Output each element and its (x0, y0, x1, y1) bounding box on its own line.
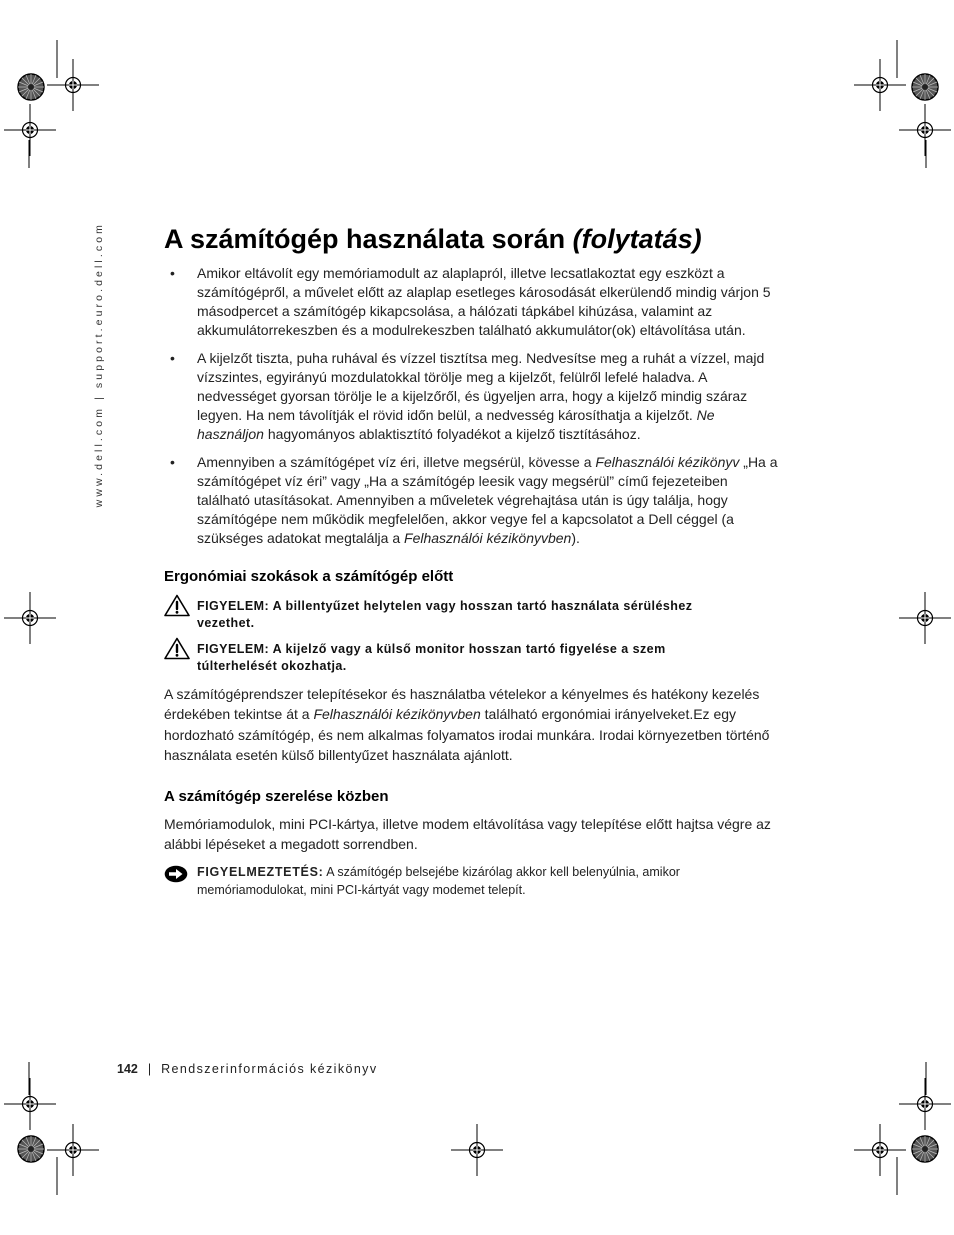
list-item (170, 453, 780, 548)
bullet-emphasis: Ne használjon (197, 407, 715, 442)
caution-text: A számítógép belsejébe kizárólag akkor kell belenyúlnia, amikor memóriamodulokat, mini PCI-kártyát vagy modemet telepít. (197, 865, 680, 897)
assembly-paragraph: Memóriamodulok, mini PCI-kártya, illetve modem eltávolítása vagy telepítése előtt hajtsa végre az alábbi lépéseket a megadott sorrendben. (164, 816, 771, 853)
warning-text-cont: túlterhelését okozhatja. (197, 659, 347, 673)
bullet-text: hagyományos ablaktisztító folyadékot a kijelző tisztításához. (267, 426, 641, 442)
bullet-text: „Ha a számítógépet víz éri” vagy „Ha a számítógép leesik vagy megsérül” című fejezeteiben található utasításokat. Amennyiben a műveletek végrehajtása után is úgy találja, hogy számítógépe nem működik megfelelően, akkor vegye fel a kapcsolatot a Dell céggel (a szükséges adatokat megtalálja a (197, 454, 778, 546)
page-footer (117, 1062, 377, 1076)
bullet-list (170, 264, 780, 557)
list-item (170, 264, 780, 340)
caution-label: FIGYELMEZTETÉS: (197, 865, 324, 879)
bullet-text: Amennyiben a számítógépet víz éri, illetve megsérül, kövesse a (197, 454, 592, 470)
section-heading-assembly: A számítógép szerelése közben (164, 788, 389, 805)
bullet-dot: • (170, 350, 175, 366)
warning-icon (164, 594, 190, 617)
list-item (170, 349, 780, 444)
warning-display (164, 641, 784, 675)
bullet-text: Amikor eltávolít egy memóriamodult az alaplapról, illetve lecsatlakoztat egy eszközt a számítógépről, a művelet előtt az alaplap esetleges károsodását elkerülendő mindig várjon 5 másodpercet a számítógép kikapcsolása, a hálózati tápkábel kihúzása, valamint az akkumulátorrekeszben és a modulrekeszben található akkumulátor(ok) eltávolítása után. (197, 265, 771, 338)
paragraph-text: A számítógéprendszer telepítésekor és használatba vételekor a kényelmes és hatékony kezelés érdekében tekintse át a (164, 686, 760, 723)
bullet-dot: • (170, 454, 175, 470)
bullet-text: A kijelzőt tiszta, puha ruhával és vízzel tisztítsa meg. Nedvesítse meg a ruhát a vízzel, majd vízszintes, egyirányú mozdulatokkal törölje meg a kijelzőt, felülről lefelé haladva. A nedvességet gyorsan törölje le a kijelzőről, és ügyeljen arra, hogy a kijelző mindig száraz legyen. Ha nem távolítják el rövid időn belül, a nedvesség károsíthatja a kijelzőt. (197, 350, 765, 423)
page-title (164, 224, 702, 255)
bullet-dot: • (170, 265, 175, 281)
warning-icon (164, 637, 190, 660)
page-number: 142 (117, 1062, 138, 1076)
bullet-text: ). (571, 530, 580, 546)
warning-text: FIGYELEM: A kijelző vagy a külső monitor hosszan tartó figyelése a szem (197, 642, 666, 656)
footer-separator: | (147, 1062, 152, 1076)
warning-text: FIGYELEM: A billentyűzet helytelen vagy hosszan tartó használata sérüléshez (197, 599, 693, 613)
caution-arrow-icon (164, 865, 188, 883)
warning-text-cont: vezethet. (197, 616, 255, 630)
paragraph-text: található ergonómiai irányelveket.Ez egy hordozható számítógép, és nem alkalmas folyamatos irodai munkára. Irodai környezetben történő használata esetén külső billentyűzet használata ajánlott. (164, 706, 770, 763)
caution-notice (164, 864, 784, 899)
book-reference: Felhasználói kézikönyvben (404, 530, 572, 546)
sidebar-url: www.dell.com | support.euro.dell.com (93, 222, 105, 508)
book-title: Rendszerinformációs kézikönyv (161, 1062, 378, 1076)
warning-keyboard (164, 598, 784, 632)
page-title-continued: (folytatás) (572, 224, 702, 254)
book-reference: Felhasználói kézikönyvben (313, 706, 481, 723)
page-title-main: A számítógép használata során (164, 224, 566, 254)
ergonomics-paragraph (164, 684, 774, 765)
section-heading-ergonomics: Ergonómiai szokások a számítógép előtt (164, 568, 454, 585)
book-reference: Felhasználói kézikönyv (595, 454, 740, 470)
